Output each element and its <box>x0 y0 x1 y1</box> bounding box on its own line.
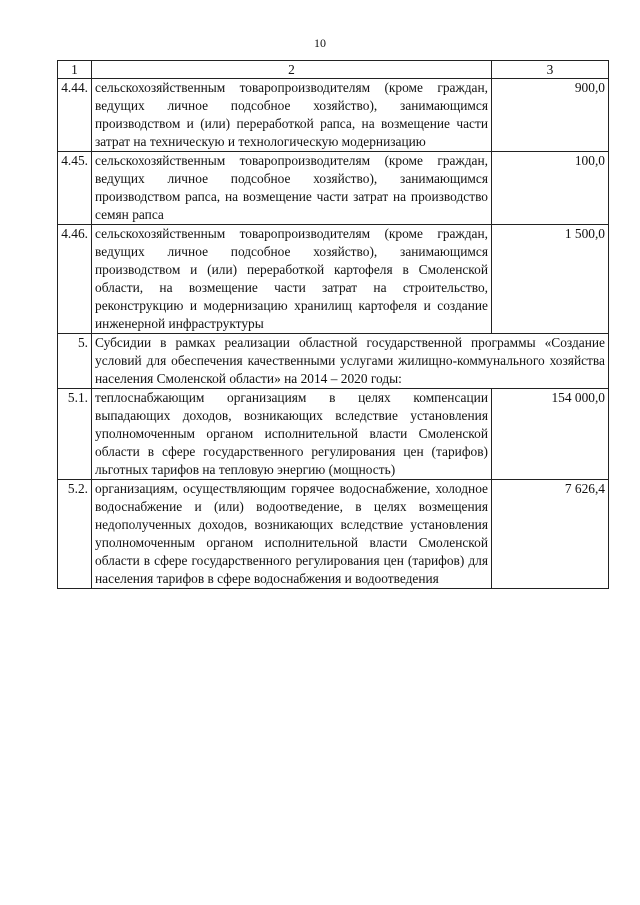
row-amount: 7 626,4 <box>492 480 609 589</box>
table-row <box>58 152 609 225</box>
row-amount: 100,0 <box>492 152 609 225</box>
row-amount: 900,0 <box>492 79 609 152</box>
row-number: 4.46. <box>58 225 92 334</box>
column-header-1: 1 <box>58 61 92 79</box>
table-row <box>58 480 609 589</box>
table-row <box>58 389 609 480</box>
row-description: сельскохозяйственным товаропроизводителям (кроме граждан, ведущих личное подсобное хозяйство), занимающимся производством рапса, на возмещение части затрат на производство семян рапса <box>92 152 492 225</box>
row-amount: 154 000,0 <box>492 389 609 480</box>
table-header-row <box>58 61 609 79</box>
table-row-section <box>58 334 609 389</box>
column-header-3: 3 <box>492 61 609 79</box>
budget-table <box>57 60 609 589</box>
row-description: организациям, осуществляющим горячее водоснабжение, холодное водоснабжение и (или) водоотведение, в целях возмещения недополученных доходов, возникающих вследствие установления уполномоченным органом исполнительной власти Смоленской области в сфере государственного регулирования цен (тарифов) для населения тарифов в сфере водоснабжения и водоотведения <box>92 480 492 589</box>
table-row <box>58 225 609 334</box>
row-description: сельскохозяйственным товаропроизводителям (кроме граждан, ведущих личное подсобное хозяйство), занимающимся производством и (или) переработкой картофеля в Смоленской области, на возмещение части затрат на строительство, реконструкцию и модернизацию хранилищ картофеля и создание инженерной инфраструктуры <box>92 225 492 334</box>
page-number: 10 <box>314 36 326 50</box>
row-number: 5. <box>58 334 92 389</box>
row-number: 5.1. <box>58 389 92 480</box>
row-description: теплоснабжающим организациям в целях компенсации выпадающих доходов, возникающих вследствие установления уполномоченным органом исполнительной власти Смоленской области в сфере государственного регулирования цен (тарифов) льготных тарифов на тепловую энергию (мощность) <box>92 389 492 480</box>
column-header-2: 2 <box>92 61 492 79</box>
row-number: 4.45. <box>58 152 92 225</box>
section-title: Субсидии в рамках реализации областной государственной программы «Создание условий для обеспечения качественными услугами жилищно-коммунального хозяйства населения Смоленской области» на 2014 – 2020 годы: <box>92 334 609 389</box>
row-number: 4.44. <box>58 79 92 152</box>
row-number: 5.2. <box>58 480 92 589</box>
table-row <box>58 79 609 152</box>
row-description: сельскохозяйственным товаропроизводителям (кроме граждан, ведущих личное подсобное хозяйство), занимающимся производством и (или) переработкой рапса, на возмещение части затрат на техническую и технологическую модернизацию <box>92 79 492 152</box>
row-amount: 1 500,0 <box>492 225 609 334</box>
